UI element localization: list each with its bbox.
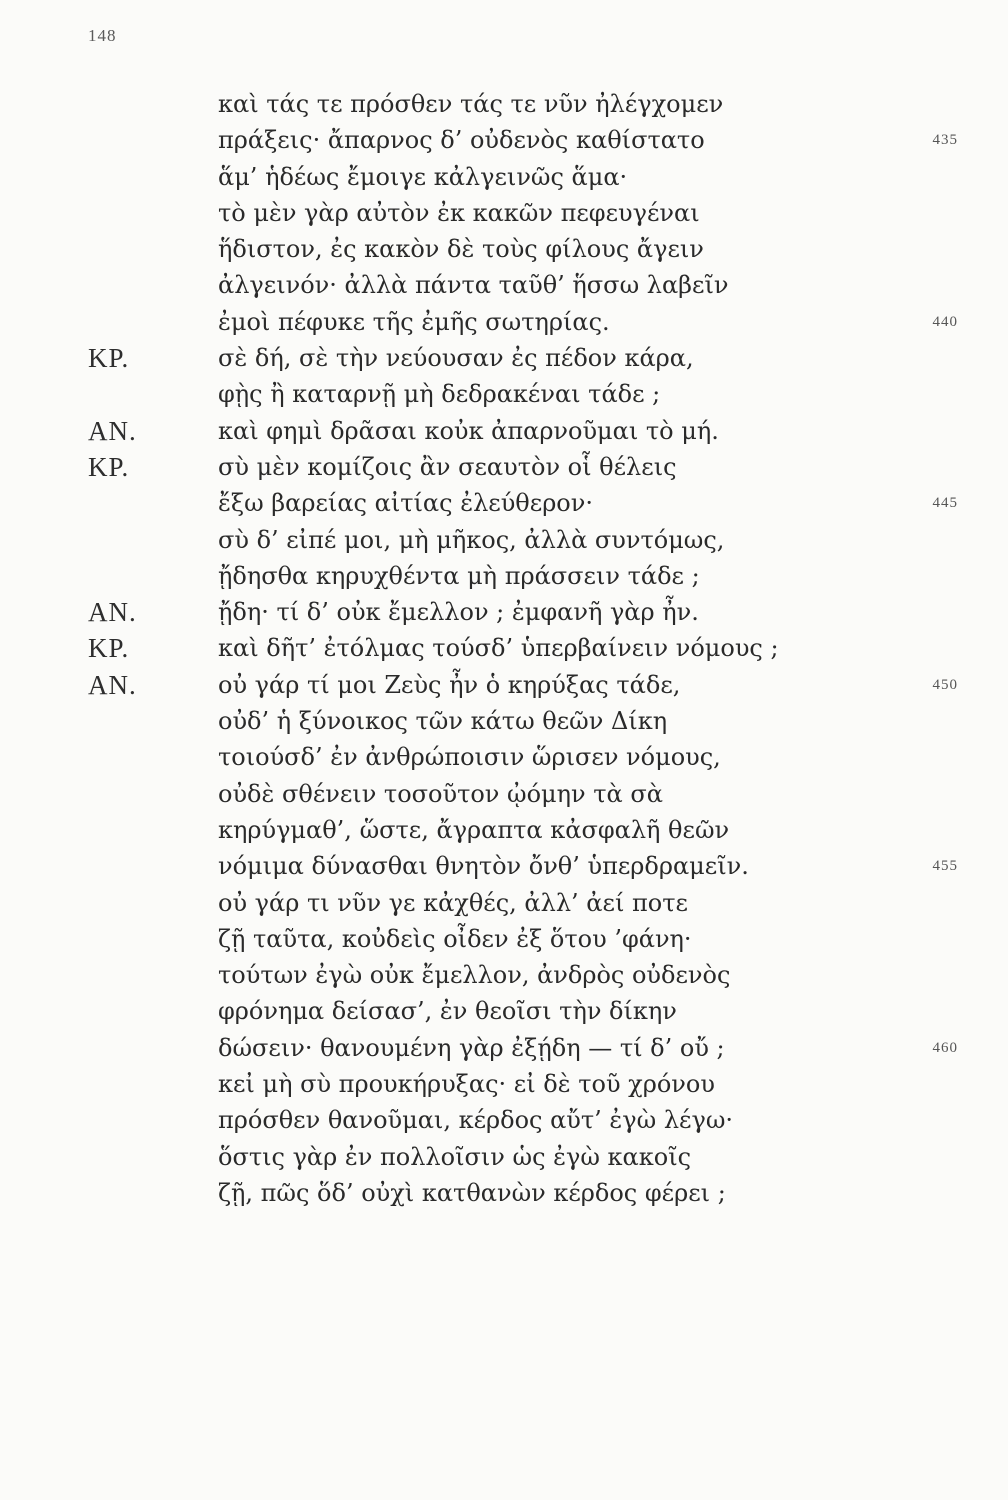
line-number: 445 [932, 495, 958, 512]
verse-text: κηρύγμαθ’, ὥστε, ἄγραπτα κἀσφαλῆ θεῶν [218, 815, 730, 844]
verse-text: κεἰ μὴ σὺ προυκήρυξας· εἰ δὲ τοῦ χρόνου [218, 1070, 715, 1099]
verse-line [0, 1175, 1008, 1211]
line-number: 460 [932, 1039, 958, 1056]
verse-block [0, 86, 1008, 1211]
verse-text: σὺ δ’ εἰπέ μοι, μὴ μῆκος, ἀλλὰ συντόμως, [218, 525, 725, 554]
verse-text: ζῇ ταῦτα, κοὐδεὶς οἶδεν ἐξ ὅτου ’φάνη· [218, 924, 692, 953]
verse-line [0, 812, 1008, 848]
verse-line [0, 739, 1008, 775]
verse-text: οὐδὲ σθένειν τοσοῦτον ᾠόμην τὰ σὰ [218, 779, 663, 808]
verse-text: νόμιμα δύνασθαι θνητὸν ὄνθ’ ὑπερδραμεῖν. [218, 852, 749, 881]
speaker-label: ΑΝ. [88, 597, 137, 628]
verse-line [0, 667, 1008, 703]
verse-line [0, 449, 1008, 485]
speaker-label: ΚΡ. [88, 343, 130, 374]
verse-line [0, 231, 1008, 267]
verse-text: καὶ τάς τε πρόσθεν τάς τε νῦν ἠλέγχομεν [218, 90, 724, 118]
verse-line [0, 921, 1008, 957]
verse-line [0, 594, 1008, 630]
verse-line [0, 1066, 1008, 1102]
verse-line [0, 885, 1008, 921]
verse-text: πρόσθεν θανοῦμαι, κέρδος αὔτ’ ἐγὼ λέγω· [218, 1106, 734, 1135]
verse-text: πράξεις· ἄπαρνος δ’ οὐδενὸς καθίστατο [218, 126, 705, 155]
verse-text: φῂς ἢ καταρνῇ μὴ δεδρακέναι τάδε ; [218, 380, 661, 409]
verse-line [0, 558, 1008, 594]
verse-line [0, 1102, 1008, 1138]
verse-text: τὸ μὲν γὰρ αὐτὸν ἐκ κακῶν πεφευγέναι [218, 198, 700, 227]
verse-text: ὅστις γὰρ ἐν πολλοῖσιν ὡς ἐγὼ κακοῖς [218, 1142, 692, 1171]
verse-text: τοιούσδ’ ἐν ἀνθρώποισιν ὥρισεν νόμους, [218, 743, 721, 772]
verse-text: καὶ δῆτ’ ἐτόλμας τούσδ’ ὑπερβαίνειν νόμους ; [218, 634, 779, 663]
verse-text: οὐδ’ ἡ ξύνοικος τῶν κάτω θεῶν Δίκη [218, 707, 668, 736]
verse-text: οὐ γάρ τι νῦν γε κἀχθές, ἀλλ’ ἀεί ποτε [218, 888, 688, 917]
verse-text: σὺ μὲν κομίζοις ἂν σεαυτὸν οἷ θέλεις [218, 452, 677, 481]
verse-line [0, 1139, 1008, 1175]
verse-text: ζῇ, πῶς ὅδ’ οὐχὶ κατθανὼν κέρδος φέρει ; [218, 1178, 726, 1207]
verse-line [0, 122, 1008, 158]
verse-line [0, 159, 1008, 195]
verse-text: ἅμ’ ἡδέως ἔμοιγε κἀλγεινῶς ἅμα· [218, 162, 628, 191]
speaker-label: ΑΝ. [88, 415, 137, 446]
speaker-label: ΑΝ. [88, 669, 137, 700]
verse-line [0, 957, 1008, 993]
verse-line [0, 1030, 1008, 1066]
verse-text: ἐμοὶ πέφυκε τῆς ἐμῆς σωτηρίας. [218, 307, 610, 336]
verse-text: δώσειν· θανουμένη γὰρ ἐξῄδη — τί δ’ οὔ ; [218, 1033, 725, 1062]
verse-line [0, 776, 1008, 812]
speaker-label: ΚΡ. [88, 451, 130, 482]
verse-line [0, 630, 1008, 666]
verse-line [0, 340, 1008, 376]
verse-line [0, 86, 1008, 122]
verse-line [0, 848, 1008, 884]
verse-line [0, 195, 1008, 231]
verse-line [0, 522, 1008, 558]
verse-line [0, 485, 1008, 521]
verse-line [0, 304, 1008, 340]
verse-line [0, 267, 1008, 303]
page-number: 148 [88, 26, 117, 45]
verse-text: ἔξω βαρείας αἰτίας ἐλεύθερον· [218, 489, 593, 518]
verse-text: ἥδιστον, ἐς κακὸν δὲ τοὺς φίλους ἄγειν [218, 235, 704, 264]
verse-text: καὶ φημὶ δρᾶσαι κοὐκ ἀπαρνοῦμαι τὸ μή. [218, 416, 719, 445]
verse-text: οὐ γάρ τί μοι Ζεὺς ἦν ὁ κηρύξας τάδε, [218, 670, 681, 699]
verse-text: ᾔδη· τί δ’ οὐκ ἔμελλον ; ἐμφανῆ γὰρ ἦν. [218, 598, 699, 627]
verse-line [0, 993, 1008, 1029]
verse-text: ἀλγεινόν· ἀλλὰ πάντα ταῦθ’ ἥσσω λαβεῖν [218, 271, 729, 300]
line-number: 450 [932, 676, 958, 693]
verse-text: ᾔδησθα κηρυχθέντα μὴ πράσσειν τάδε ; [218, 561, 700, 590]
line-number: 435 [932, 132, 958, 149]
line-number: 440 [932, 313, 958, 330]
verse-text: τούτων ἐγὼ οὐκ ἔμελλον, ἀνδρὸς οὐδενὸς [218, 961, 731, 990]
verse-line [0, 376, 1008, 412]
verse-text: φρόνημα δείσασ’, ἐν θεοῖσι τὴν δίκην [218, 997, 677, 1026]
line-number: 455 [932, 858, 958, 875]
verse-line [0, 413, 1008, 449]
verse-text: σὲ δή, σὲ τὴν νεύουσαν ἐς πέδον κάρα, [218, 344, 694, 373]
verse-line [0, 703, 1008, 739]
speaker-label: ΚΡ. [88, 633, 130, 664]
